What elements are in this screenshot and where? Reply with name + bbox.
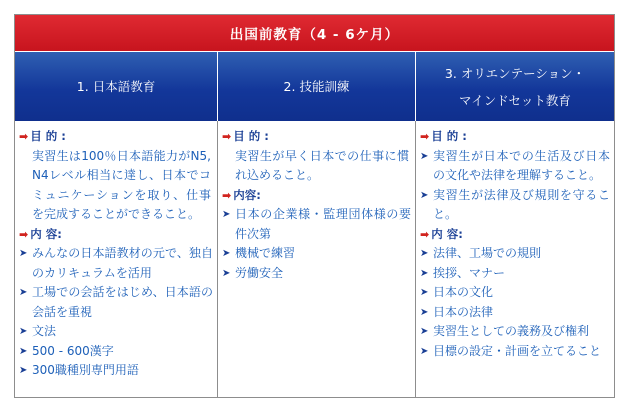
section-label: 目 的 : [30,129,66,143]
chevron-right-icon: ➤ [19,287,28,298]
purpose-text: 実習生が早く日本での仕事に慣れ込めること。 [235,148,409,182]
section-label: 内容: [233,187,261,202]
chevron-right-icon: ➤ [420,345,429,357]
list-item [19,244,213,283]
right-arrow-icon: ➡ [19,227,29,241]
list-item-text: 300職種別専門用語 [32,363,139,377]
column-header-line: 3. オリエンテーション・ [444,65,586,81]
column-header-line: 2. 技能訓練 [283,79,350,94]
column-header-line: マインドセット教育 [459,92,571,108]
list-item-text: 工場での会話をはじめ、日本語の会話を重視 [32,285,213,319]
chevron-right-icon: ➤ [420,306,429,318]
chevron-right-icon: ➤ [222,209,231,220]
purpose-text: 実習生は100％日本語能力がN5, N4レベル相当に達し、日本でコミュニケーションを取り、仕事を完成することができること。 [32,148,211,221]
section-content [222,186,411,206]
list-item [420,264,610,284]
list-item-text: 法律、工場での規則 [433,246,542,260]
section-content [420,225,610,245]
list-item [420,342,610,362]
list-item-text: 機械で練習 [235,246,296,260]
section-purpose [420,127,610,147]
column-header-orientation [415,52,614,121]
chevron-right-icon: ➤ [420,326,429,337]
chevron-right-icon: ➤ [222,248,231,259]
list-item-text: 500 - 600漢字 [32,343,114,358]
list-item-text: 労働安全 [235,265,284,280]
list-item [222,264,411,284]
section-label: 内 容: [30,226,62,241]
right-arrow-icon: ➡ [420,227,430,241]
chevron-right-icon: ➤ [222,267,231,279]
list-item-text: 日本の法律 [433,304,494,319]
list-item-text: 目標の設定・計画を立てること [433,343,602,358]
chevron-right-icon: ➤ [19,365,28,376]
list-item-text: みんなの日本語教材の元で、独自のカリキュラムを活用 [32,246,213,280]
chevron-right-icon: ➤ [19,248,28,259]
list-item [222,205,411,244]
header-row [15,52,614,121]
list-item-text: 実習生としての義務及び権利 [433,324,590,338]
section-purpose [19,127,213,147]
list-item [222,244,411,264]
chevron-right-icon: ➤ [420,189,429,201]
list-item [19,322,213,342]
list-item [420,244,610,264]
column-header-skill-training [217,52,415,121]
list-item [420,147,610,186]
section-purpose [222,127,411,147]
list-item [420,283,610,303]
chevron-right-icon: ➤ [420,248,429,259]
section-label: 目 的 : [233,129,269,143]
right-arrow-icon: ➡ [222,130,232,143]
column-skill-training [217,121,415,398]
section-label: 目 的 : [431,129,467,143]
list-item-text: 日本の企業様・監理団体様の要件次第 [235,207,411,241]
section-content [19,225,213,245]
list-item [19,342,213,362]
list-item-text: 実習生が法律及び規則を守ること。 [433,187,610,221]
list-item [19,283,213,322]
list-item-text: 文法 [32,324,57,338]
right-arrow-icon: ➡ [19,130,29,143]
table-title: 出国前教育（4 - 6ケ月） [15,15,614,52]
list-item [420,322,610,342]
list-item [420,303,610,323]
chevron-right-icon: ➤ [19,326,28,337]
curriculum-table [14,14,615,398]
column-header-line: 1. 日本語教育 [76,79,156,94]
list-item-text: 実習生が日本での生活及び日本の文化や法律を理解すること。 [433,148,610,182]
chevron-right-icon: ➤ [19,345,28,357]
right-arrow-icon: ➡ [420,130,430,143]
column-orientation [415,121,614,398]
column-header-japanese-education [15,52,217,121]
column-japanese-education [15,121,217,398]
list-item [420,186,610,225]
right-arrow-icon: ➡ [222,188,232,202]
section-label: 内 容: [431,226,463,241]
chevron-right-icon: ➤ [420,287,429,298]
chevron-right-icon: ➤ [420,267,429,279]
list-item-text: 日本の文化 [433,285,494,299]
chevron-right-icon: ➤ [420,150,429,162]
body-row [15,121,614,398]
list-item-text: 挨拶、マナー [433,265,506,280]
list-item [19,361,213,381]
